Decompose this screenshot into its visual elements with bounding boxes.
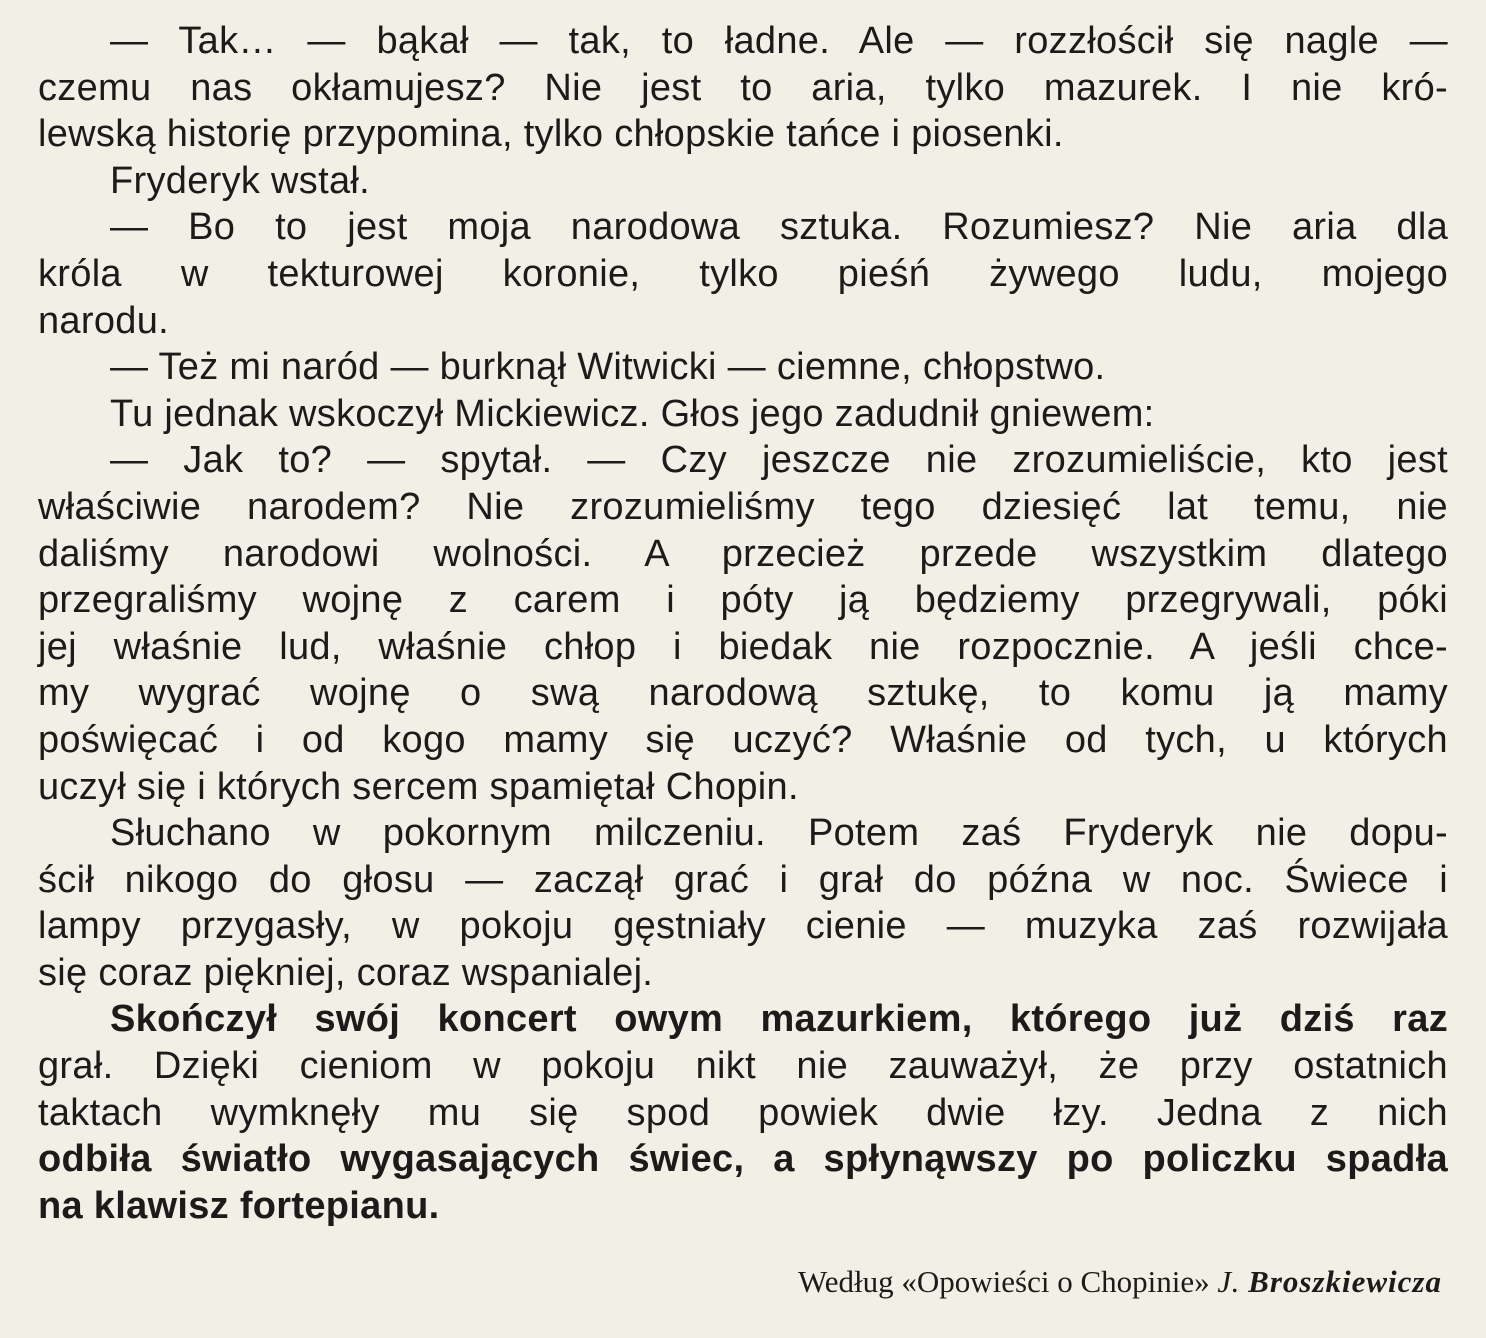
text-line: jej właśnie lud, właśnie chłop i biedak nie rozpocznie. A jeśli chce- (38, 625, 1448, 668)
text-line: lampy przygasły, w pokoju gęstniały cienie — muzyka zaś rozwijała (38, 905, 1448, 948)
text-line: się coraz piękniej, coraz wspanialej. (38, 951, 654, 994)
text-line: na klawisz fortepianu. (38, 1184, 440, 1227)
text-line: poświęcać i od kogo mamy się uczyć? Właśnie od tych, u których (38, 718, 1448, 761)
text-line: czemu nas okłamujesz? Nie jest to aria, tylko mazurek. I nie kró- (38, 66, 1448, 109)
credit-initial: J. (1217, 1264, 1249, 1299)
text-line: króla w tekturowej koronie, tylko pieśń żywego ludu, mojego (38, 252, 1448, 295)
story-text (38, 18, 1448, 1229)
text-line: — Tak… — bąkał — tak, to ładne. Ale — rozzłościł się nagle — (110, 20, 1448, 62)
text-line: właściwie narodem? Nie zrozumieliśmy tego dziesięć lat temu, nie (38, 485, 1448, 528)
text-line: — Bo to jest moja narodowa sztuka. Rozumiesz? Nie aria dla (110, 206, 1448, 249)
text-line: my wygrać wojnę o swą narodową sztukę, to komu ją mamy (38, 672, 1448, 715)
text-line: daliśmy narodowi wolności. A przecież przede wszystkim dlatego (38, 532, 1448, 575)
text-line: Tu jednak wskoczył Mickiewicz. Głos jego zadudnił gniewem: (110, 392, 1155, 435)
text-line: odbiła światło wygasających świec, a spłynąwszy po policzku spadła (38, 1138, 1448, 1181)
text-line: przegraliśmy wojnę z carem i póty ją będziemy przegrywali, póki (38, 579, 1448, 622)
credit-author: Broszkiewicza (1248, 1264, 1442, 1299)
text-line: lewską historię przypomina, tylko chłopskie tańce i piosenki. (38, 113, 1064, 156)
text-line: Słuchano w pokornym milczeniu. Potem zaś Fryderyk nie dopu- (110, 812, 1448, 855)
text-line: — Jak to? — spytał. — Czy jeszcze nie zrozumieliście, kto jest (110, 439, 1448, 482)
text-line: ścił nikogo do głosu — zaczął grać i grał do późna w noc. Świece i (38, 858, 1448, 901)
source-credit (798, 1262, 1442, 1302)
text-line: — Też mi naród — burknął Witwicki — ciemne, chłopstwo. (110, 346, 1106, 389)
text-line: taktach wymknęły mu się spod powiek dwie łzy. Jedna z nich (38, 1091, 1448, 1134)
text-line: Skończył swój koncert owym mazurkiem, którego już dziś raz (110, 998, 1448, 1041)
text-line: grał. Dzięki cieniom w pokoju nikt nie zauważył, że przy ostatnich (38, 1045, 1448, 1088)
text-line: Fryderyk wstał. (110, 159, 370, 202)
credit-prefix: Według «Opowieści o Chopinie» (797, 1264, 1218, 1299)
text-line: uczył się i których sercem spamiętał Chopin. (38, 765, 799, 808)
text-line: narodu. (38, 299, 169, 342)
